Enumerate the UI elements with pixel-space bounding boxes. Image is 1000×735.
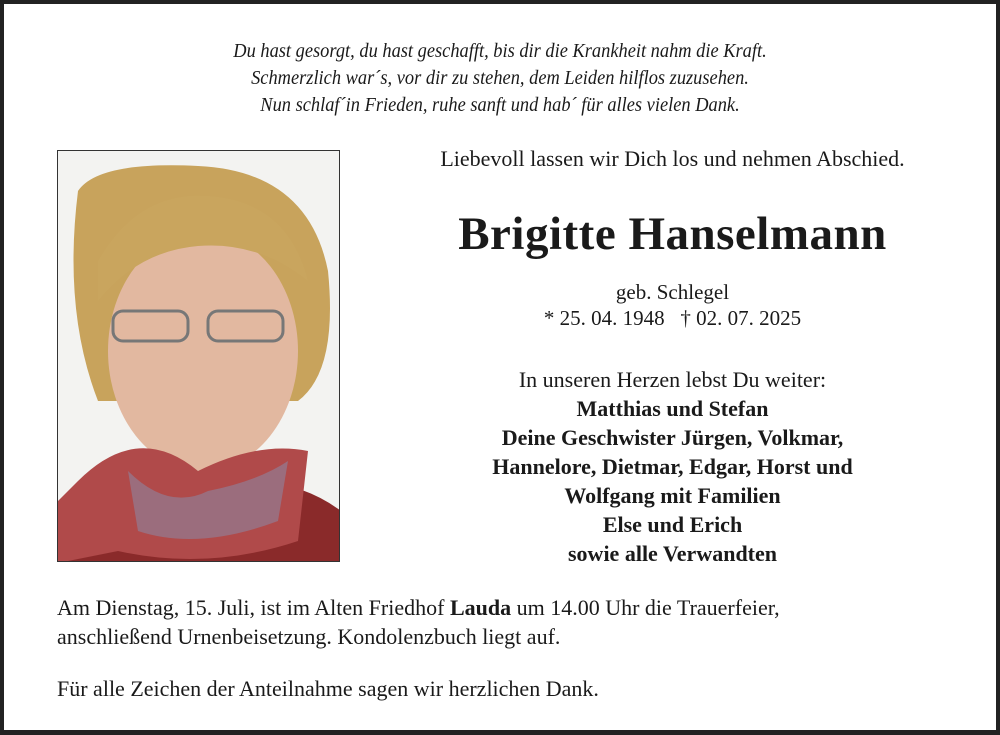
service-info — [57, 593, 780, 651]
family-line: Matthias und Stefan — [576, 396, 769, 421]
family-line: sowie alle Verwandten — [568, 541, 777, 566]
family-line: Wolfgang mit Familien — [564, 483, 781, 508]
service-text-2: anschließend Urnenbeisetzung. Kondolenzbuch liegt auf. — [57, 624, 561, 649]
deceased-name: Brigitte Hanselmann — [458, 208, 887, 260]
portrait-photo — [57, 150, 340, 562]
family-line: Hannelore, Dietmar, Edgar, Horst und — [492, 454, 853, 479]
birth-date: * 25. 04. 1948 — [543, 306, 665, 330]
death-date: † 02. 07. 2025 — [680, 306, 802, 330]
verse-line: Nun schlaf´in Frieden, ruhe sanft und hab´ für alles vielen Dank. — [260, 94, 740, 116]
family-line: Else und Erich — [602, 512, 743, 537]
mourners — [370, 365, 975, 568]
verse-line: Schmerzlich war´s, vor dir zu stehen, dem Leiden hilflos zuzusehen. — [251, 67, 749, 89]
service-text: um 14.00 Uhr die Trauerfeier, — [511, 595, 780, 620]
service-text: Am Dienstag, 15. Juli, ist im Alten Friedhof — [57, 595, 450, 620]
family-line: Deine Geschwister Jürgen, Volkmar, — [501, 425, 844, 450]
life-dates — [370, 279, 975, 331]
verse — [40, 38, 960, 119]
service-place: Lauda — [449, 595, 512, 620]
thanks-text: Für alle Zeichen der Anteilnahme sagen wir herzlichen Dank. — [57, 676, 599, 701]
verse-line: Du hast gesorgt, du hast geschafft, bis dir die Krankheit nahm die Kraft. — [233, 40, 767, 62]
farewell-text: Liebevoll lassen wir Dich los und nehmen Abschied. — [440, 146, 905, 171]
maiden-name: geb. Schlegel — [615, 280, 730, 304]
hearts-line: In unseren Herzen lebst Du weiter: — [518, 367, 827, 392]
